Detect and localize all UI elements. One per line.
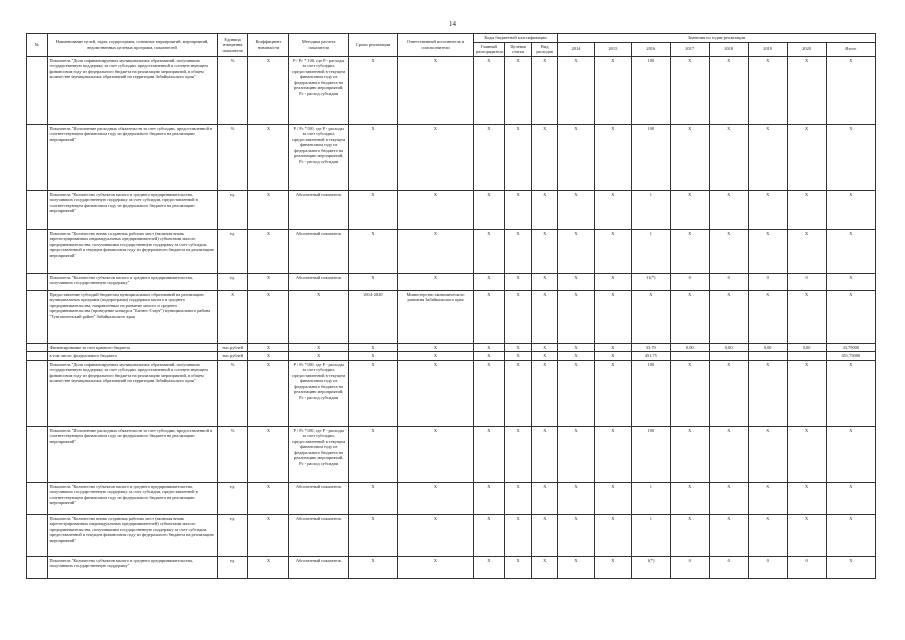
table-cell: X [348, 352, 397, 361]
table-cell: X [787, 229, 826, 273]
col-year-header: 2019 [748, 42, 787, 56]
table-cell: X [532, 273, 558, 290]
table-cell: X [504, 360, 532, 426]
table-cell: X [289, 352, 348, 361]
table-cell: X [248, 56, 289, 124]
table-cell: X [217, 290, 248, 343]
table-cell: 0 [670, 556, 709, 578]
table-cell: X [398, 273, 474, 290]
col-responsible-header: Ответственный исполнитель и соисполнители [398, 34, 474, 57]
col-bcode-header: Вид расходов [532, 42, 558, 56]
col-period-header: Сроки реализации [348, 34, 397, 57]
table-row [27, 56, 876, 124]
table-cell: ед. [217, 273, 248, 290]
table-cell: X [558, 514, 595, 556]
table-cell: X [709, 482, 748, 514]
table-cell: X [670, 482, 709, 514]
table-cell: X [787, 290, 826, 343]
table-cell: 0,00 [709, 343, 748, 352]
table-cell: X [748, 514, 787, 556]
table-cell: 0 [670, 273, 709, 290]
table-cell: X [532, 426, 558, 482]
table-cell: X [348, 556, 397, 578]
table-cell: X [670, 426, 709, 482]
table-cell: 0 [748, 556, 787, 578]
table-cell: P / Pc *100, где P - расходы за счет субсидии, предоставленной в текущем финансовом году из федерального бюджета на реализацию мероприятий, Pc - расход субсидии [289, 124, 348, 190]
table-cell: X [248, 426, 289, 482]
table-cell: X [532, 556, 558, 578]
table-cell: X [558, 290, 595, 343]
table-cell: X [709, 360, 748, 426]
table-cell: X [348, 190, 397, 229]
table-cell: X [787, 190, 826, 229]
table-cell: X [473, 343, 504, 352]
table-cell: X [594, 343, 631, 352]
table-cell: X [473, 273, 504, 290]
table-cell: X [348, 229, 397, 273]
table-cell: X [709, 229, 748, 273]
table-cell: 0 [748, 273, 787, 290]
table-cell: X [348, 343, 397, 352]
col-year-header: 2020 [787, 42, 826, 56]
table-cell [27, 556, 48, 578]
table-cell: X [248, 556, 289, 578]
table-cell: X [670, 124, 709, 190]
col-unit-header: Единица измерения показателя [217, 34, 248, 57]
table-cell: P / Pc *100, где P - расходы за счет субсидии, предоставленной в текущем финансовом году из федерального бюджета на реализацию мероприятий, Pc - расход субсидии [289, 360, 348, 426]
table-cell: 33,79000 [826, 343, 875, 352]
table-cell: X [504, 556, 532, 578]
table-cell: Абсолютный показатель [289, 514, 348, 556]
table-row [27, 426, 876, 482]
table-cell: X [826, 426, 875, 482]
table-cell: 1 [631, 482, 670, 514]
table-cell: X [826, 514, 875, 556]
col-year-header: 2015 [594, 42, 631, 56]
table-cell: X [473, 190, 504, 229]
table-cell: тыс.рублей [217, 352, 248, 361]
table-cell: X [787, 514, 826, 556]
table-cell: X [504, 343, 532, 352]
table-cell [670, 352, 709, 361]
table-cell: X [532, 514, 558, 556]
row-name-cell: Показатель "Количество субъектов малого и среднего предпринимательства, получивших государственную поддержку" [47, 556, 217, 578]
table-cell: ед. [217, 514, 248, 556]
table-cell: 451,75 [631, 352, 670, 361]
table-cell: X [826, 360, 875, 426]
table-row [27, 360, 876, 426]
table-cell: X [594, 290, 631, 343]
table-cell: X [594, 426, 631, 482]
table-cell: X [532, 56, 558, 124]
table-cell: X [248, 514, 289, 556]
table-cell: X [594, 190, 631, 229]
col-year-header: 2017 [670, 42, 709, 56]
table-cell: P / Pc * 100, где P - расходы за счет субсидии, предоставленной в текущем финансовом году из федерального бюджета на реализацию мероприятий, Pc - расход субсидии [289, 56, 348, 124]
table-cell: % [217, 56, 248, 124]
table-cell: Абсолютный показатель [289, 482, 348, 514]
table-cell: 100 [631, 124, 670, 190]
table-cell: X [826, 229, 875, 273]
table-cell: X [248, 124, 289, 190]
table-cell: X [504, 514, 532, 556]
row-name-cell: Показатель "Количество вновь созданных рабочих мест (включая вновь зарегистрированных индивидуальных предпринимателей) субъектами малого предпринимательства, получившими государственную поддержку за счет субсидии, предоставленной в текущем финансовом году из федерального бюджета на реализацию мероприятий" [47, 229, 217, 273]
table-cell: X [289, 343, 348, 352]
table-cell: X [594, 229, 631, 273]
table-cell: X [594, 352, 631, 361]
table-cell: 0 [787, 556, 826, 578]
table-cell: 0,00 [787, 343, 826, 352]
table-cell: X [532, 352, 558, 361]
table-cell: X [398, 343, 474, 352]
table-cell: X [670, 190, 709, 229]
bcode-group-header: Коды бюджетной классификации [473, 34, 557, 43]
table-cell: X [473, 124, 504, 190]
table-row [27, 352, 876, 361]
table-cell: X [398, 360, 474, 426]
table-cell: % [217, 360, 248, 426]
table-cell: X [826, 556, 875, 578]
table-cell: X [826, 124, 875, 190]
row-name-cell: Предоставление субсидий бюджетам муниципальных образований на реализацию муниципальных программ (подпрограмм) поддержки малого и среднего предпринимательства, направленных на развитие малого и среднего предпринимательства (проведение конкурса "Бизнес-Старт") муниципального района "Тунгокоченский район" Забайкальского края [47, 290, 217, 343]
table-cell: X [504, 352, 532, 361]
table-cell: 33,79 [631, 343, 670, 352]
table-cell: X [398, 352, 474, 361]
table-cell: 100 [631, 426, 670, 482]
values-group-header: Значения по годам реализации [558, 34, 876, 43]
table-cell: X [532, 360, 558, 426]
table-row [27, 190, 876, 229]
table-cell [27, 514, 48, 556]
table-cell: X [558, 426, 595, 482]
table-cell: X [248, 352, 289, 361]
table-cell [27, 190, 48, 229]
table-cell: P / Pc *100, где P - расходы за счет субсидии, предоставленной в текущем финансовом году из федерального бюджета на реализацию мероприятий, Pc - расход субсидии [289, 426, 348, 482]
table-cell: % [217, 124, 248, 190]
table-cell: X [558, 273, 595, 290]
table-cell: X [787, 426, 826, 482]
table-cell: X [709, 426, 748, 482]
table-cell: X [748, 426, 787, 482]
table-cell: X [504, 190, 532, 229]
table-cell: X [594, 273, 631, 290]
table-cell: X [709, 290, 748, 343]
table-cell: X [709, 124, 748, 190]
table-cell: X [558, 352, 595, 361]
table-cell: X [398, 190, 474, 229]
table-cell: Абсолютный показатель [289, 229, 348, 273]
table-cell: 1(*) [631, 556, 670, 578]
table-cell: ед. [217, 229, 248, 273]
table-cell: X [248, 273, 289, 290]
table-cell: 451,75000 [826, 352, 875, 361]
table-cell [27, 352, 48, 361]
table-cell: X [248, 190, 289, 229]
header-row-1 [27, 34, 876, 43]
table-cell: X [594, 482, 631, 514]
table-cell: X [473, 360, 504, 426]
table-cell: X [748, 360, 787, 426]
table-cell: X [398, 482, 474, 514]
table-cell: X [248, 482, 289, 514]
table-cell: X [473, 426, 504, 482]
table-cell: X [398, 514, 474, 556]
table-cell: X [473, 352, 504, 361]
table-cell: X [748, 229, 787, 273]
table-cell: X [504, 124, 532, 190]
table-cell: X [748, 290, 787, 343]
table-cell [787, 352, 826, 361]
table-cell: X [473, 482, 504, 514]
table-cell: X [787, 360, 826, 426]
table-cell [27, 482, 48, 514]
table-cell: X [558, 56, 595, 124]
table-cell: X [558, 360, 595, 426]
table-cell: X [670, 56, 709, 124]
row-name-cell: Показатель "Количество субъектов малого и среднего предпринимательства, получивших государственную поддержку" [47, 273, 217, 290]
table-cell: X [504, 229, 532, 273]
table-row [27, 343, 876, 352]
table-cell: X [748, 124, 787, 190]
table-cell: 2014-2020 [348, 290, 397, 343]
table-cell [748, 352, 787, 361]
table-cell: X [398, 229, 474, 273]
table-cell: X [558, 190, 595, 229]
table-cell: X [532, 190, 558, 229]
table-cell: X [532, 290, 558, 343]
row-name-cell: Показатель "Количество вновь созданных рабочих мест (включая вновь зарегистрированных индивидуальных предпринимателей) субъектами малого предпринимательства, получившими государственную поддержку за счет субсидии, предоставленной в текущем финансовом году из федерального бюджета на реализацию мероприятий" [47, 514, 217, 556]
table-cell: X [826, 290, 875, 343]
table-body [27, 56, 876, 578]
table-cell: 0,00 [748, 343, 787, 352]
table-cell: 100 [631, 56, 670, 124]
table-cell: X [473, 556, 504, 578]
table-cell: 11(*) [631, 273, 670, 290]
table-cell: X [709, 190, 748, 229]
table-cell: X [594, 514, 631, 556]
table-cell: X [709, 514, 748, 556]
table-cell: Абсолютный показатель [289, 556, 348, 578]
table-cell: X [787, 56, 826, 124]
table-cell: X [248, 229, 289, 273]
table-row [27, 556, 876, 578]
row-name-cell: Показатель "Доля софинансируемых муниципальных образований, получивших государственную поддержку за счет субсидии, предоставленной в соответствующем финансовом году из федерального бюджета на реализацию мероприятий, в общем количестве муниципальных образований на территории Забайкальского края" [47, 56, 217, 124]
table-cell: X [558, 343, 595, 352]
program-table [26, 33, 876, 579]
table-cell: X [504, 273, 532, 290]
table-cell: 100 [631, 360, 670, 426]
table-cell: X [709, 56, 748, 124]
table-cell: X [670, 360, 709, 426]
table-cell: ед. [217, 190, 248, 229]
table-cell: X [248, 290, 289, 343]
table-cell: 0 [709, 273, 748, 290]
table-cell: X [670, 514, 709, 556]
table-cell: X [398, 426, 474, 482]
table-cell [27, 273, 48, 290]
table-cell: ед. [217, 482, 248, 514]
col-year-header: 2014 [558, 42, 595, 56]
table-cell: X [558, 229, 595, 273]
row-name-cell: Показатель "Количество субъектов малого и среднего предпринимательства, получивших государственную поддержку за счет субсидии, предоставленной в соответствующем финансовом году из федерального бюджета на реализацию мероприятий" [47, 482, 217, 514]
table-cell: X [504, 56, 532, 124]
row-name-cell: Финансирование за счет краевого бюджета [47, 343, 217, 352]
table-cell [27, 56, 48, 124]
table-cell: X [532, 482, 558, 514]
table-cell: X [473, 290, 504, 343]
col-year-header: 2018 [709, 42, 748, 56]
table-cell: 1 [631, 190, 670, 229]
table-cell: 0 [787, 273, 826, 290]
table-cell: X [348, 56, 397, 124]
table-cell: X [748, 56, 787, 124]
table-cell: X [558, 482, 595, 514]
table-cell: 0 [709, 556, 748, 578]
table-cell: X [248, 360, 289, 426]
col-bcode-header: Главный распорядитель [473, 42, 504, 56]
table-cell: 0,00 [670, 343, 709, 352]
table-cell: X [594, 360, 631, 426]
table-cell: X [787, 124, 826, 190]
table-cell: X [289, 290, 348, 343]
row-name-cell: Показатель "Доля софинансируемых муниципальных образований, получивших государственную поддержку за счет субсидии, предоставленной в соответствующем финансовом году из федерального бюджета на реализацию мероприятий, в общем количестве муниципальных образований на территории Забайкальского края" [47, 360, 217, 426]
row-name-cell: Показатель "Исполнение расходных обязательств за счет субсидии, предоставленной в соответствующем финансовом году из федерального бюджета на реализацию мероприятий" [47, 426, 217, 482]
table-cell: 1 [631, 514, 670, 556]
table-cell: X [248, 343, 289, 352]
table-cell: X [504, 482, 532, 514]
table-cell: X [348, 360, 397, 426]
table-cell: X [398, 56, 474, 124]
table-cell: X [348, 426, 397, 482]
table-cell: X [631, 290, 670, 343]
table-cell: X [826, 273, 875, 290]
col-method-header: Методика расчета показателя [289, 34, 348, 57]
table-row [27, 124, 876, 190]
table-cell: X [594, 56, 631, 124]
col-num-header: № [27, 34, 48, 57]
table-row [27, 482, 876, 514]
table-cell: X [532, 229, 558, 273]
table-cell: X [504, 290, 532, 343]
table-cell: Министерство экономического развития Забайкальского края [398, 290, 474, 343]
table-cell: X [473, 514, 504, 556]
table-cell [27, 124, 48, 190]
table-cell: X [473, 229, 504, 273]
page-number: 14 [449, 20, 456, 28]
col-name-header: Наименование целей, задач, подпрограмм, основных мероприятий, мероприятий, ведомственных целевых программ, показателей [47, 34, 217, 57]
table-cell: тыс.рублей [217, 343, 248, 352]
table-cell: X [504, 426, 532, 482]
table-cell: % [217, 426, 248, 482]
table-row [27, 514, 876, 556]
col-total-header: Итого [826, 42, 875, 56]
table-cell: ед. [217, 556, 248, 578]
table-row [27, 273, 876, 290]
table-cell: X [558, 556, 595, 578]
table-cell: X [532, 124, 558, 190]
table-cell: X [348, 124, 397, 190]
table-cell: X [748, 190, 787, 229]
col-bcode-header: Целевая статья [504, 42, 532, 56]
table-cell: X [670, 290, 709, 343]
row-name-cell: Показатель "Исполнение расходных обязательств за счет субсидии, предоставленной в соответствующем финансовом году из федерального бюджета на реализацию мероприятий" [47, 124, 217, 190]
table-cell: X [670, 229, 709, 273]
table-cell: X [787, 482, 826, 514]
table-cell: Абсолютный показатель [289, 273, 348, 290]
table-cell: 1 [631, 229, 670, 273]
table-cell [27, 426, 48, 482]
table-cell: X [558, 124, 595, 190]
table-cell: X [348, 482, 397, 514]
table-cell: X [398, 124, 474, 190]
table-row [27, 229, 876, 273]
table-cell: X [398, 556, 474, 578]
table-cell [27, 360, 48, 426]
table-cell: X [473, 56, 504, 124]
row-name-cell: в том числе: федерального бюджета [47, 352, 217, 361]
col-year-header: 2016 [631, 42, 670, 56]
row-name-cell: Показатель "Количество субъектов малого и среднего предпринимательства, получивших государственную поддержку за счет субсидии, предоставленной в соответствующем финансовом году из федерального бюджета на реализацию мероприятий" [47, 190, 217, 229]
table-cell: X [532, 343, 558, 352]
table-cell: Абсолютный показатель [289, 190, 348, 229]
table-cell: X [826, 56, 875, 124]
table-cell [27, 343, 48, 352]
table-cell: X [594, 556, 631, 578]
table-cell: X [594, 124, 631, 190]
table-cell [27, 290, 48, 343]
table-cell [709, 352, 748, 361]
table-cell: X [348, 273, 397, 290]
table-row [27, 290, 876, 343]
table-cell: X [826, 482, 875, 514]
table-cell [27, 229, 48, 273]
col-coef-header: Коэффициент значимости [248, 34, 289, 57]
table-cell: X [348, 514, 397, 556]
table-cell: X [826, 190, 875, 229]
table-cell: X [748, 482, 787, 514]
